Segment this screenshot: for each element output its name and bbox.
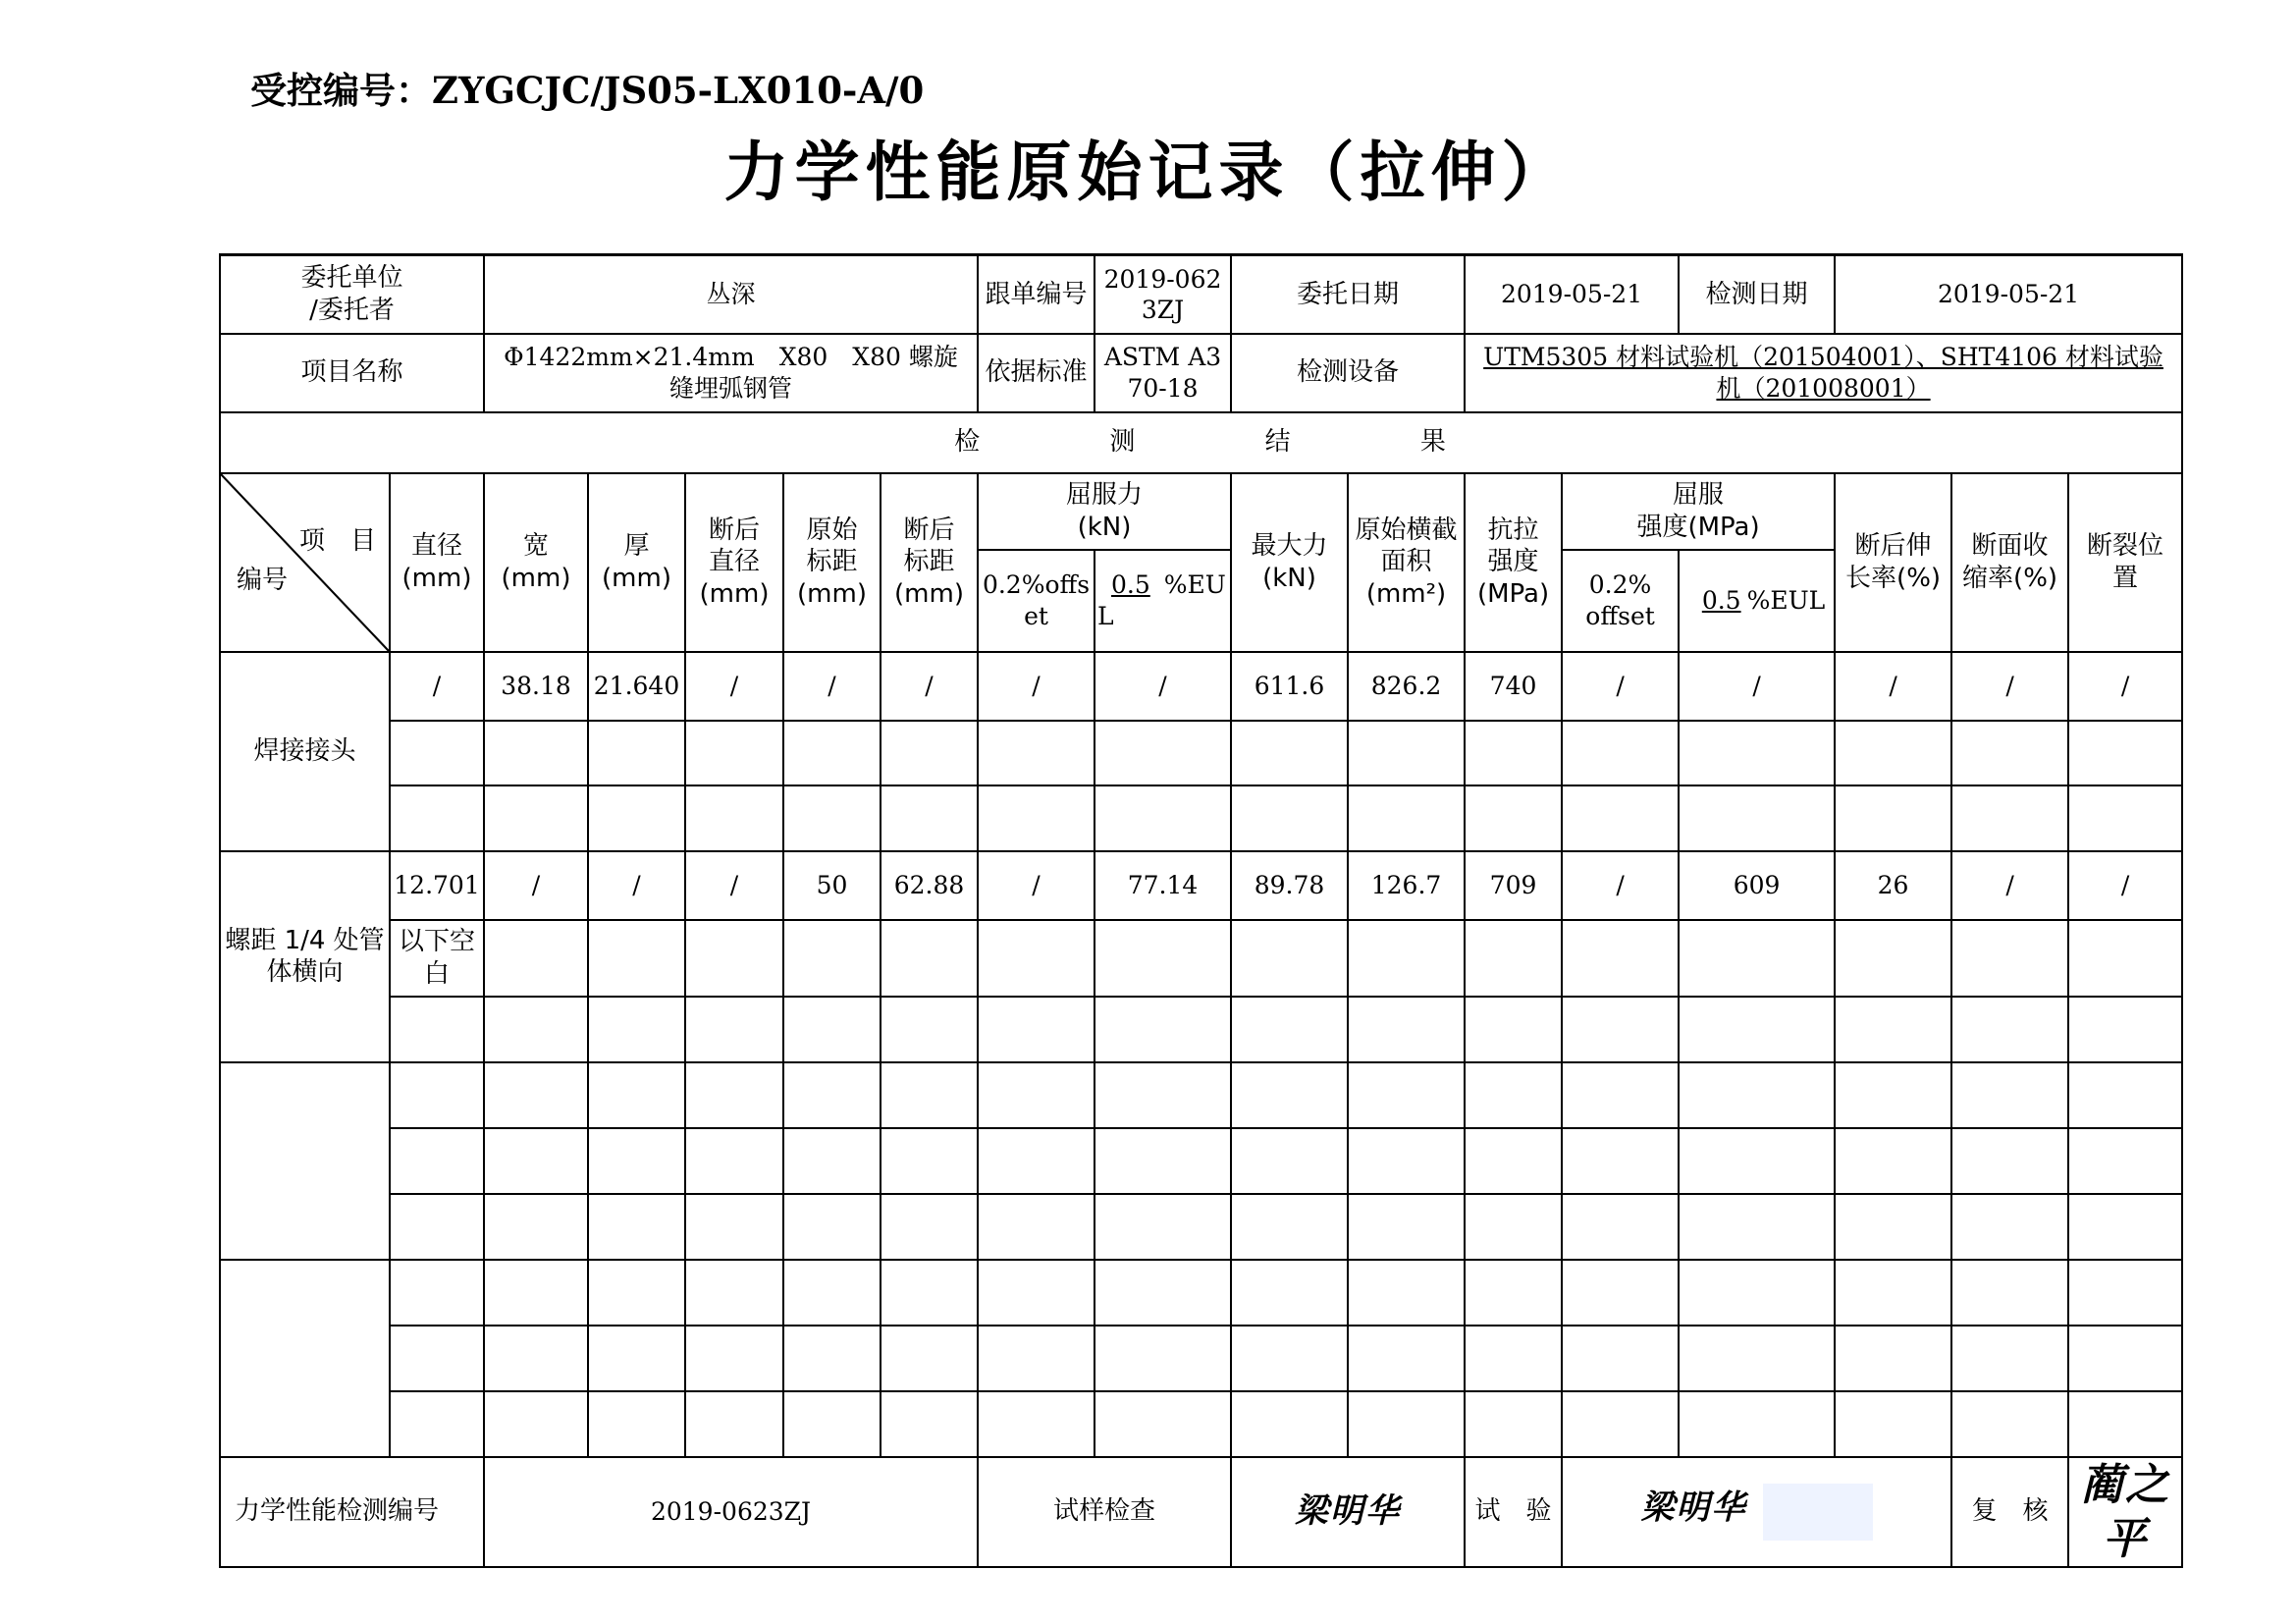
col-width: 宽 (mm) xyxy=(484,473,588,652)
col-max-force: 最大力 (kN) xyxy=(1231,473,1348,652)
table-cell xyxy=(1348,1391,1465,1457)
table-cell xyxy=(1562,1260,1679,1326)
table-cell: 77.14 xyxy=(1095,851,1231,920)
table-cell xyxy=(978,721,1095,785)
table-cell xyxy=(1951,1391,2068,1457)
table-cell xyxy=(783,785,881,851)
test-date-value: 2019-05-21 xyxy=(1835,255,2182,334)
table-cell: 609 xyxy=(1679,851,1835,920)
col-yield-strength-eul xyxy=(1679,550,1835,652)
table-cell xyxy=(685,1128,783,1194)
table-cell xyxy=(484,920,588,997)
table-cell xyxy=(881,721,978,785)
table-cell xyxy=(1465,997,1562,1062)
standard-value: ASTM A370-18 xyxy=(1095,334,1231,412)
table-cell xyxy=(390,1194,484,1260)
review-signature: 蔺之平 xyxy=(2068,1457,2182,1567)
table-cell xyxy=(1348,1128,1465,1194)
table-cell xyxy=(978,1128,1095,1194)
table-cell: 709 xyxy=(1465,851,1562,920)
table-cell xyxy=(1951,1194,2068,1260)
table-cell xyxy=(1348,997,1465,1062)
table-cell xyxy=(881,1062,978,1128)
table-cell xyxy=(1562,1326,1679,1391)
table-cell xyxy=(390,1391,484,1457)
table-cell: 126.7 xyxy=(1348,851,1465,920)
table-cell: 89.78 xyxy=(1231,851,1348,920)
table-cell xyxy=(1465,1128,1562,1194)
table-cell xyxy=(1348,1326,1465,1391)
col-post-diameter: 断后 直径 (mm) xyxy=(685,473,783,652)
table-cell xyxy=(1679,721,1835,785)
table-cell: / xyxy=(2068,851,2182,920)
table-cell xyxy=(978,1326,1095,1391)
table-cell xyxy=(685,997,783,1062)
table-cell xyxy=(1095,997,1231,1062)
table-cell xyxy=(2068,920,2182,997)
table-cell: 21.640 xyxy=(588,652,685,721)
table-cell xyxy=(1679,1260,1835,1326)
table-cell: / xyxy=(1951,851,2068,920)
table-cell xyxy=(978,785,1095,851)
table-cell xyxy=(881,1391,978,1457)
table-cell xyxy=(390,721,484,785)
sample-inspection-label: 试样检查 xyxy=(978,1457,1231,1567)
table-cell xyxy=(1835,1062,1951,1128)
table-cell xyxy=(685,1194,783,1260)
table-cell xyxy=(588,1326,685,1391)
table-cell xyxy=(2068,997,2182,1062)
table-row xyxy=(220,1062,2182,1128)
table-cell xyxy=(1951,785,2068,851)
table-cell xyxy=(881,920,978,997)
table-cell xyxy=(685,1391,783,1457)
order-number-label: 跟单编号 xyxy=(978,255,1095,334)
table-cell xyxy=(1348,1194,1465,1260)
table-cell xyxy=(1835,1128,1951,1194)
group-label xyxy=(220,1062,390,1260)
table-cell xyxy=(484,1260,588,1326)
table-cell xyxy=(881,1194,978,1260)
col-thickness: 厚 (mm) xyxy=(588,473,685,652)
table-cell xyxy=(1231,1194,1348,1260)
table-cell xyxy=(881,785,978,851)
table-cell xyxy=(1095,1260,1231,1326)
table-cell xyxy=(783,997,881,1062)
table-cell: 740 xyxy=(1465,652,1562,721)
col-yield-force-offset: 0.2%offset xyxy=(978,550,1095,652)
table-cell xyxy=(881,997,978,1062)
table-cell: / xyxy=(1562,851,1679,920)
group-label: 焊接接头 xyxy=(220,652,390,851)
table-cell xyxy=(390,1326,484,1391)
table-cell xyxy=(1465,785,1562,851)
table-cell: 50 xyxy=(783,851,881,920)
test-number-label: 力学性能检测编号 xyxy=(220,1457,484,1567)
table-cell xyxy=(2068,1326,2182,1391)
table-cell xyxy=(2068,1260,2182,1326)
table-cell xyxy=(783,1326,881,1391)
table-cell xyxy=(783,1194,881,1260)
table-cell xyxy=(783,1062,881,1128)
table-row xyxy=(220,785,2182,851)
table-cell xyxy=(390,997,484,1062)
table-cell xyxy=(978,997,1095,1062)
table-cell xyxy=(1835,997,1951,1062)
table-row xyxy=(220,1194,2182,1260)
table-row xyxy=(220,851,2182,920)
table-cell: 以下空白 xyxy=(390,920,484,997)
table-cell xyxy=(1679,1194,1835,1260)
table-cell xyxy=(978,1260,1095,1326)
table-row xyxy=(220,652,2182,721)
table-cell xyxy=(588,920,685,997)
project-name-label: 项目名称 xyxy=(220,334,484,412)
table-cell xyxy=(1679,785,1835,851)
table-cell xyxy=(1562,997,1679,1062)
table-row xyxy=(220,1260,2182,1326)
table-cell: / xyxy=(1835,652,1951,721)
table-row xyxy=(220,1326,2182,1391)
col-diameter: 直径 (mm) xyxy=(390,473,484,652)
table-cell xyxy=(1679,1391,1835,1457)
col-original-gauge: 原始 标距 (mm) xyxy=(783,473,881,652)
table-cell xyxy=(1835,1260,1951,1326)
table-cell: / xyxy=(484,851,588,920)
client-label: 委托单位 /委托者 xyxy=(220,255,484,334)
table-cell xyxy=(1951,1326,2068,1391)
table-cell xyxy=(685,721,783,785)
number-label: 编号 xyxy=(237,565,289,595)
project-name-value: Φ1422mm×21.4mm X80 X80 螺旋缝埋弧钢管 xyxy=(484,334,978,412)
table-cell xyxy=(588,1194,685,1260)
table-cell xyxy=(881,1326,978,1391)
table-cell xyxy=(978,1391,1095,1457)
table-cell xyxy=(783,920,881,997)
table-cell: / xyxy=(1951,652,2068,721)
table-cell xyxy=(1231,1260,1348,1326)
table-cell: / xyxy=(1095,652,1231,721)
table-cell xyxy=(685,1062,783,1128)
standard-label: 依据标准 xyxy=(978,334,1095,412)
table-cell: / xyxy=(978,851,1095,920)
table-cell xyxy=(1835,785,1951,851)
table-cell xyxy=(484,997,588,1062)
table-cell xyxy=(1951,1062,2068,1128)
table-cell xyxy=(1835,1326,1951,1391)
col-tensile-strength: 抗拉 强度 (MPa) xyxy=(1465,473,1562,652)
table-cell xyxy=(1231,920,1348,997)
table-cell xyxy=(1562,1194,1679,1260)
table-cell: / xyxy=(881,652,978,721)
table-row xyxy=(220,721,2182,785)
table-cell xyxy=(685,785,783,851)
sample-inspection-signature: 梁明华 xyxy=(1231,1457,1465,1567)
col-post-gauge: 断后 标距 (mm) xyxy=(881,473,978,652)
table-cell xyxy=(1465,1194,1562,1260)
table-row xyxy=(220,997,2182,1062)
table-cell xyxy=(1095,1391,1231,1457)
table-cell xyxy=(588,1062,685,1128)
yield-strength-eul-value: 0.5 xyxy=(1701,585,1741,615)
tensile-record-table xyxy=(219,253,2183,1568)
table-cell: / xyxy=(2068,652,2182,721)
table-cell xyxy=(1679,1062,1835,1128)
table-cell xyxy=(588,1391,685,1457)
review-label: 复 核 xyxy=(1951,1457,2068,1567)
table-cell xyxy=(881,1128,978,1194)
table-cell: / xyxy=(978,652,1095,721)
table-cell xyxy=(1465,1326,1562,1391)
table-cell xyxy=(1679,997,1835,1062)
col-yield-force: 屈服力 (kN) xyxy=(978,473,1231,550)
equipment-label: 检测设备 xyxy=(1231,334,1465,412)
yield-force-eul-unit: %EUL xyxy=(1097,570,1226,630)
group-label xyxy=(220,1260,390,1457)
table-cell xyxy=(1465,1260,1562,1326)
table-cell xyxy=(484,1391,588,1457)
table-cell xyxy=(783,1391,881,1457)
table-cell xyxy=(1835,1391,1951,1457)
table-cell xyxy=(390,785,484,851)
table-row xyxy=(220,1391,2182,1457)
entrust-date-value: 2019-05-21 xyxy=(1465,255,1679,334)
col-reduction-area: 断面收 缩率(%) xyxy=(1951,473,2068,652)
table-cell xyxy=(1679,1326,1835,1391)
table-cell: 26 xyxy=(1835,851,1951,920)
client-value: 丛深 xyxy=(484,255,978,334)
table-cell: / xyxy=(390,652,484,721)
diagonal-line xyxy=(221,474,389,651)
table-cell xyxy=(2068,1194,2182,1260)
table-cell xyxy=(783,1128,881,1194)
table-cell xyxy=(783,1260,881,1326)
table-cell xyxy=(588,1260,685,1326)
table-cell xyxy=(1951,1260,2068,1326)
table-cell xyxy=(390,1128,484,1194)
table-cell: 62.88 xyxy=(881,851,978,920)
table-cell xyxy=(484,1326,588,1391)
table-cell: 826.2 xyxy=(1348,652,1465,721)
table-cell: 611.6 xyxy=(1231,652,1348,721)
yield-strength-eul-unit: %EUL xyxy=(1746,585,1826,615)
table-cell xyxy=(1231,997,1348,1062)
table-cell xyxy=(2068,1391,2182,1457)
table-cell: / xyxy=(588,851,685,920)
document-title: 力学性能原始记录（拉伸） xyxy=(723,135,1573,210)
table-cell xyxy=(1231,1391,1348,1457)
test-label: 试 验 xyxy=(1465,1457,1562,1567)
col-yield-force-eul xyxy=(1095,550,1231,652)
table-cell xyxy=(2068,785,2182,851)
test-number-value: 2019-0623ZJ xyxy=(484,1457,978,1567)
table-cell xyxy=(1231,1062,1348,1128)
table-cell xyxy=(484,1128,588,1194)
table-cell: / xyxy=(783,652,881,721)
table-cell: / xyxy=(1679,652,1835,721)
table-cell xyxy=(1562,1128,1679,1194)
table-cell xyxy=(1465,1391,1562,1457)
table-cell xyxy=(1231,1326,1348,1391)
table-cell xyxy=(1231,721,1348,785)
table-cell xyxy=(390,1062,484,1128)
table-cell xyxy=(484,721,588,785)
table-cell xyxy=(1231,785,1348,851)
col-original-area: 原始横截 面积 (mm²) xyxy=(1348,473,1465,652)
table-cell xyxy=(1348,920,1465,997)
table-cell xyxy=(2068,1062,2182,1128)
test-signature: 梁明华 xyxy=(1640,1488,1747,1527)
table-cell: / xyxy=(1562,652,1679,721)
table-cell xyxy=(1679,1128,1835,1194)
results-heading: 检 测 结 果 xyxy=(220,412,2182,473)
group-label: 螺距 1/4 处管体横向 xyxy=(220,851,390,1062)
table-cell xyxy=(2068,721,2182,785)
table-cell xyxy=(390,1260,484,1326)
table-cell xyxy=(1095,920,1231,997)
table-cell xyxy=(1348,1062,1465,1128)
table-cell xyxy=(588,1128,685,1194)
table-cell xyxy=(1095,1062,1231,1128)
col-yield-strength-offset: 0.2% offset xyxy=(1562,550,1679,652)
table-cell xyxy=(1835,1194,1951,1260)
table-cell xyxy=(1562,785,1679,851)
table-cell xyxy=(1835,721,1951,785)
table-cell xyxy=(1231,1128,1348,1194)
table-cell xyxy=(588,785,685,851)
col-fracture-position: 断裂位 置 xyxy=(2068,473,2182,652)
results-body xyxy=(220,652,2182,1457)
item-label: 项 目 xyxy=(299,525,377,556)
order-number-value: 2019-0623ZJ xyxy=(1095,255,1231,334)
table-cell xyxy=(2068,1128,2182,1194)
table-cell xyxy=(1095,1194,1231,1260)
table-cell xyxy=(1348,721,1465,785)
table-cell xyxy=(588,721,685,785)
table-cell xyxy=(685,1260,783,1326)
table-cell: 38.18 xyxy=(484,652,588,721)
table-cell xyxy=(1835,920,1951,997)
table-cell xyxy=(783,721,881,785)
table-cell xyxy=(1679,920,1835,997)
entrust-date-label: 委托日期 xyxy=(1231,255,1465,334)
table-cell xyxy=(1095,721,1231,785)
table-cell xyxy=(1951,920,2068,997)
table-cell xyxy=(1348,785,1465,851)
table-cell: 12.701 xyxy=(390,851,484,920)
table-cell xyxy=(484,785,588,851)
control-number: 受控编号：ZYGCJC/JS05-LX010-A/0 xyxy=(250,69,925,112)
col-elongation: 断后伸 长率(%) xyxy=(1835,473,1951,652)
redaction-mask xyxy=(1763,1484,1873,1541)
table-cell xyxy=(978,920,1095,997)
table-cell xyxy=(1562,920,1679,997)
table-cell xyxy=(881,1260,978,1326)
test-signature-cell xyxy=(1562,1457,1951,1567)
table-cell xyxy=(685,920,783,997)
table-cell xyxy=(1465,721,1562,785)
equipment-value: UTM5305 材料试验机（201504001）、SHT4106 材料试验机（201008001） xyxy=(1465,334,2182,412)
table-cell xyxy=(1465,920,1562,997)
table-row xyxy=(220,1128,2182,1194)
table-cell xyxy=(978,1194,1095,1260)
item-number-header xyxy=(220,473,390,652)
col-yield-strength: 屈服 强度(MPa) xyxy=(1562,473,1835,550)
test-date-label: 检测日期 xyxy=(1679,255,1835,334)
table-cell xyxy=(685,1326,783,1391)
table-cell xyxy=(1562,1391,1679,1457)
table-cell xyxy=(1095,1128,1231,1194)
table-cell xyxy=(1095,785,1231,851)
table-cell: / xyxy=(685,652,783,721)
table-cell xyxy=(1951,721,2068,785)
yield-force-eul-value: 0.5 xyxy=(1111,570,1150,600)
table-cell xyxy=(1348,1260,1465,1326)
table-cell xyxy=(484,1062,588,1128)
table-cell xyxy=(484,1194,588,1260)
table-cell xyxy=(978,1062,1095,1128)
table-cell xyxy=(1951,997,2068,1062)
table-cell xyxy=(1095,1326,1231,1391)
table-cell xyxy=(1465,1062,1562,1128)
table-row xyxy=(220,920,2182,997)
table-cell xyxy=(1562,721,1679,785)
table-cell xyxy=(588,997,685,1062)
table-cell: / xyxy=(685,851,783,920)
table-cell xyxy=(1562,1062,1679,1128)
table-cell xyxy=(1951,1128,2068,1194)
